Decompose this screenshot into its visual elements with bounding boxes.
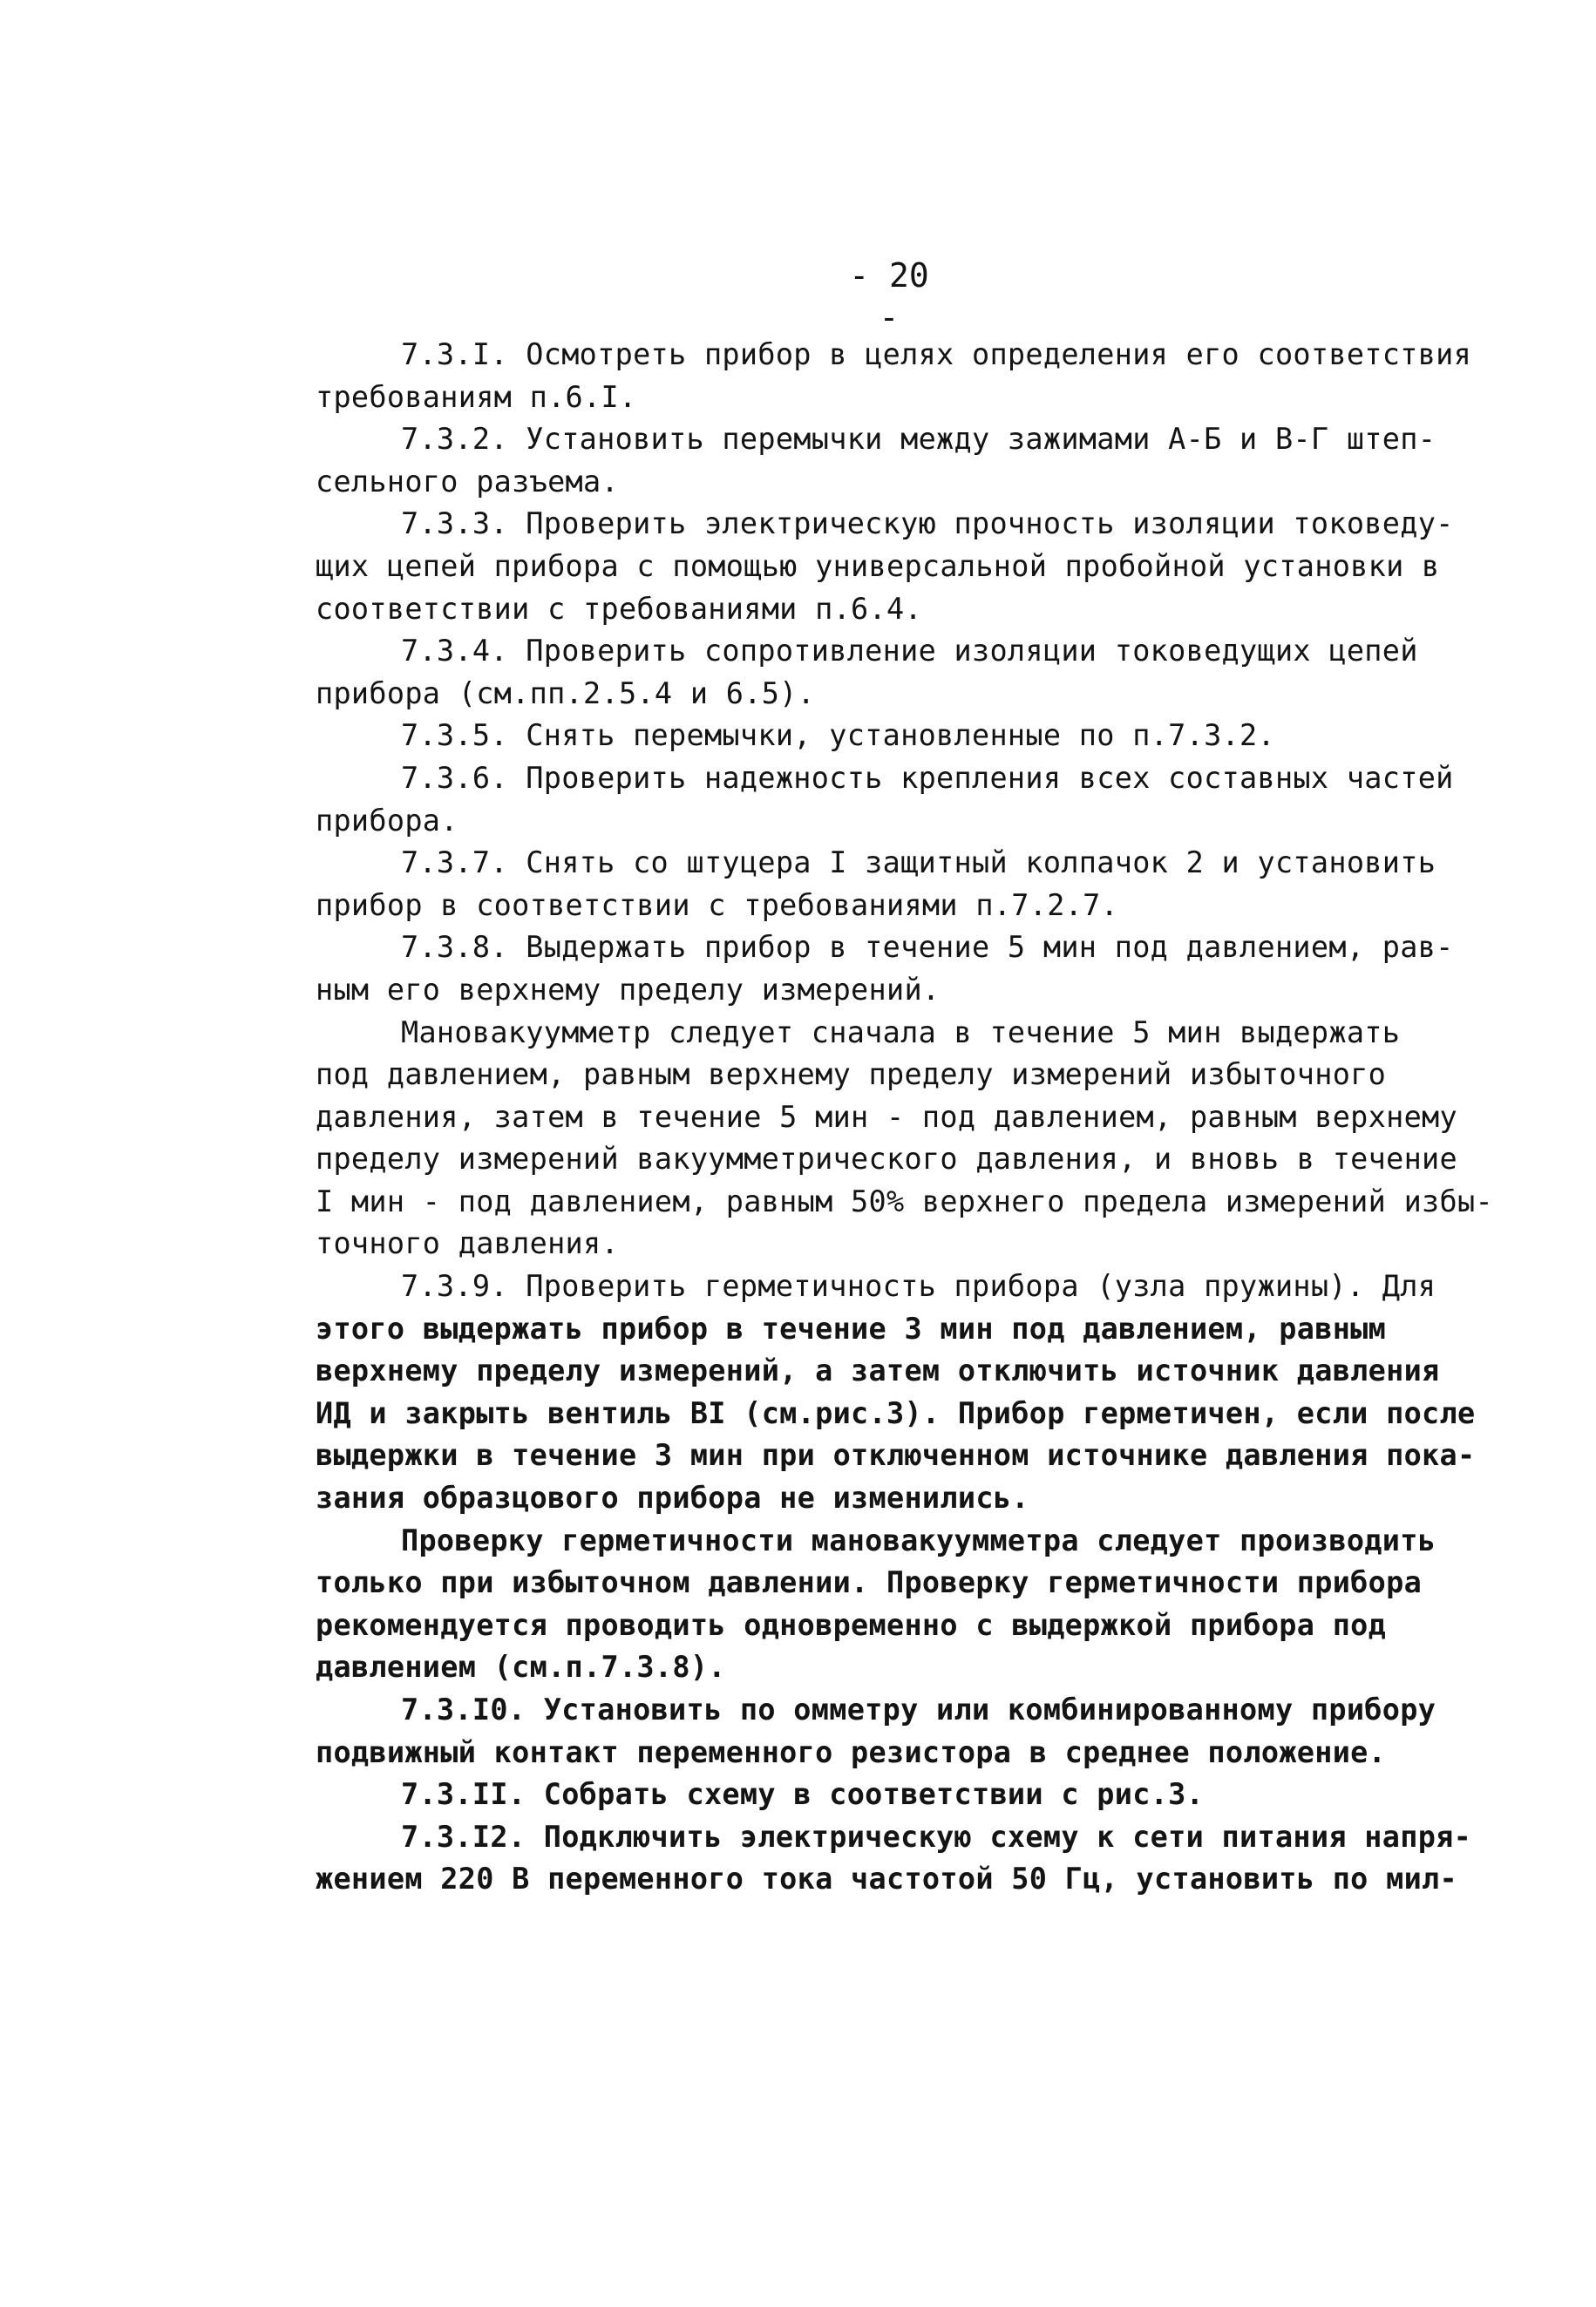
text-line: прибора (см.пп.2.5.4 и 6.5). xyxy=(316,675,816,710)
text-line: 7.3.4. Проверить сопротивление изоляции токоведущих цепей xyxy=(401,634,1418,668)
text-line: зания образцового прибора не изменились. xyxy=(316,1481,1029,1516)
text-line: пределу измерений вакуумметрического давления, и вновь в течение xyxy=(316,1142,1457,1177)
text-line: жением 220 В переменного тока частотой 50 Гц, установить по мил- xyxy=(316,1862,1457,1896)
text-line: ИД и закрыть вентиль ВI (см.рис.3). Прибор герметичен, если после xyxy=(316,1395,1476,1430)
text-line: ным его верхнему пределу измерений. xyxy=(316,972,941,1007)
text-line: подвижный контакт переменного резистора в среднее положение. xyxy=(316,1734,1387,1769)
body-text xyxy=(316,334,1493,1901)
text-line: точного давления. xyxy=(316,1226,619,1261)
text-line: рекомендуется проводить одновременно с выдержкой прибора под xyxy=(316,1607,1387,1642)
text-line: 7.3.2. Установить перемычки между зажимами А-Б и В-Г штеп- xyxy=(401,422,1436,457)
text-line: 7.3.II. Собрать схему в соответствии с рис.3. xyxy=(401,1777,1205,1812)
text-line: Проверку герметичности мановакуумметра следует производить xyxy=(401,1523,1436,1557)
text-line: требованиям п.6.I. xyxy=(316,379,637,414)
text-line: 7.3.6. Проверить надежность крепления всех составных частей xyxy=(401,760,1454,795)
text-line: 7.3.7. Снять со штуцера I защитный колпачок 2 и установить xyxy=(401,845,1436,880)
text-line: выдержки в течение 3 мин при отключенном источнике давления пока- xyxy=(316,1438,1476,1473)
text-line: давлением (см.п.7.3.8). xyxy=(316,1650,726,1685)
text-line: только при избыточном давлении. Проверку герметичности прибора xyxy=(316,1565,1423,1600)
page-number: - 20 - xyxy=(849,256,929,336)
text-line: 7.3.I0. Установить по омметру или комбинированному прибору xyxy=(401,1693,1436,1727)
text-line: 7.3.8. Выдержать прибор в течение 5 мин под давлением, рав- xyxy=(401,930,1454,965)
text-line: прибор в соответствии с требованиями п.7.2.7. xyxy=(316,887,1119,922)
text-line: давления, затем в течение 5 мин - под давлением, равным верхнему xyxy=(316,1099,1457,1134)
text-line: 7.3.3. Проверить электрическую прочность изоляции токоведу- xyxy=(401,506,1454,541)
text-line: Мановакуумметр следует сначала в течение 5 мин выдержать xyxy=(401,1014,1401,1049)
text-line: 7.3.I2. Подключить электрическую схему к сети питания напря- xyxy=(401,1819,1472,1854)
text-line: 7.3.I. Осмотреть прибор в целях определения его соответствия xyxy=(401,337,1472,371)
text-line: 7.3.5. Снять перемычки, установленные по п.7.3.2. xyxy=(401,718,1275,753)
text-line: сельного разъема. xyxy=(316,464,619,499)
text-line: под давлением, равным верхнему пределу измерений избыточного xyxy=(316,1057,1387,1092)
text-line: 7.3.9. Проверить герметичность прибора (узла пружины). Для xyxy=(401,1269,1436,1304)
text-line: I мин - под давлением, равным 50% верхнего предела измерений избы- xyxy=(316,1184,1493,1218)
text-line: верхнему пределу измерений, а затем отключить источник давления xyxy=(316,1354,1440,1388)
text-line: щих цепей прибора с помощью универсальной пробойной установки в xyxy=(316,548,1440,583)
text-line: прибора. xyxy=(316,803,458,838)
text-line: соответствии с требованиями п.6.4. xyxy=(316,591,922,626)
text-line: этого выдержать прибор в течение 3 мин под давлением, равным xyxy=(316,1311,1387,1346)
